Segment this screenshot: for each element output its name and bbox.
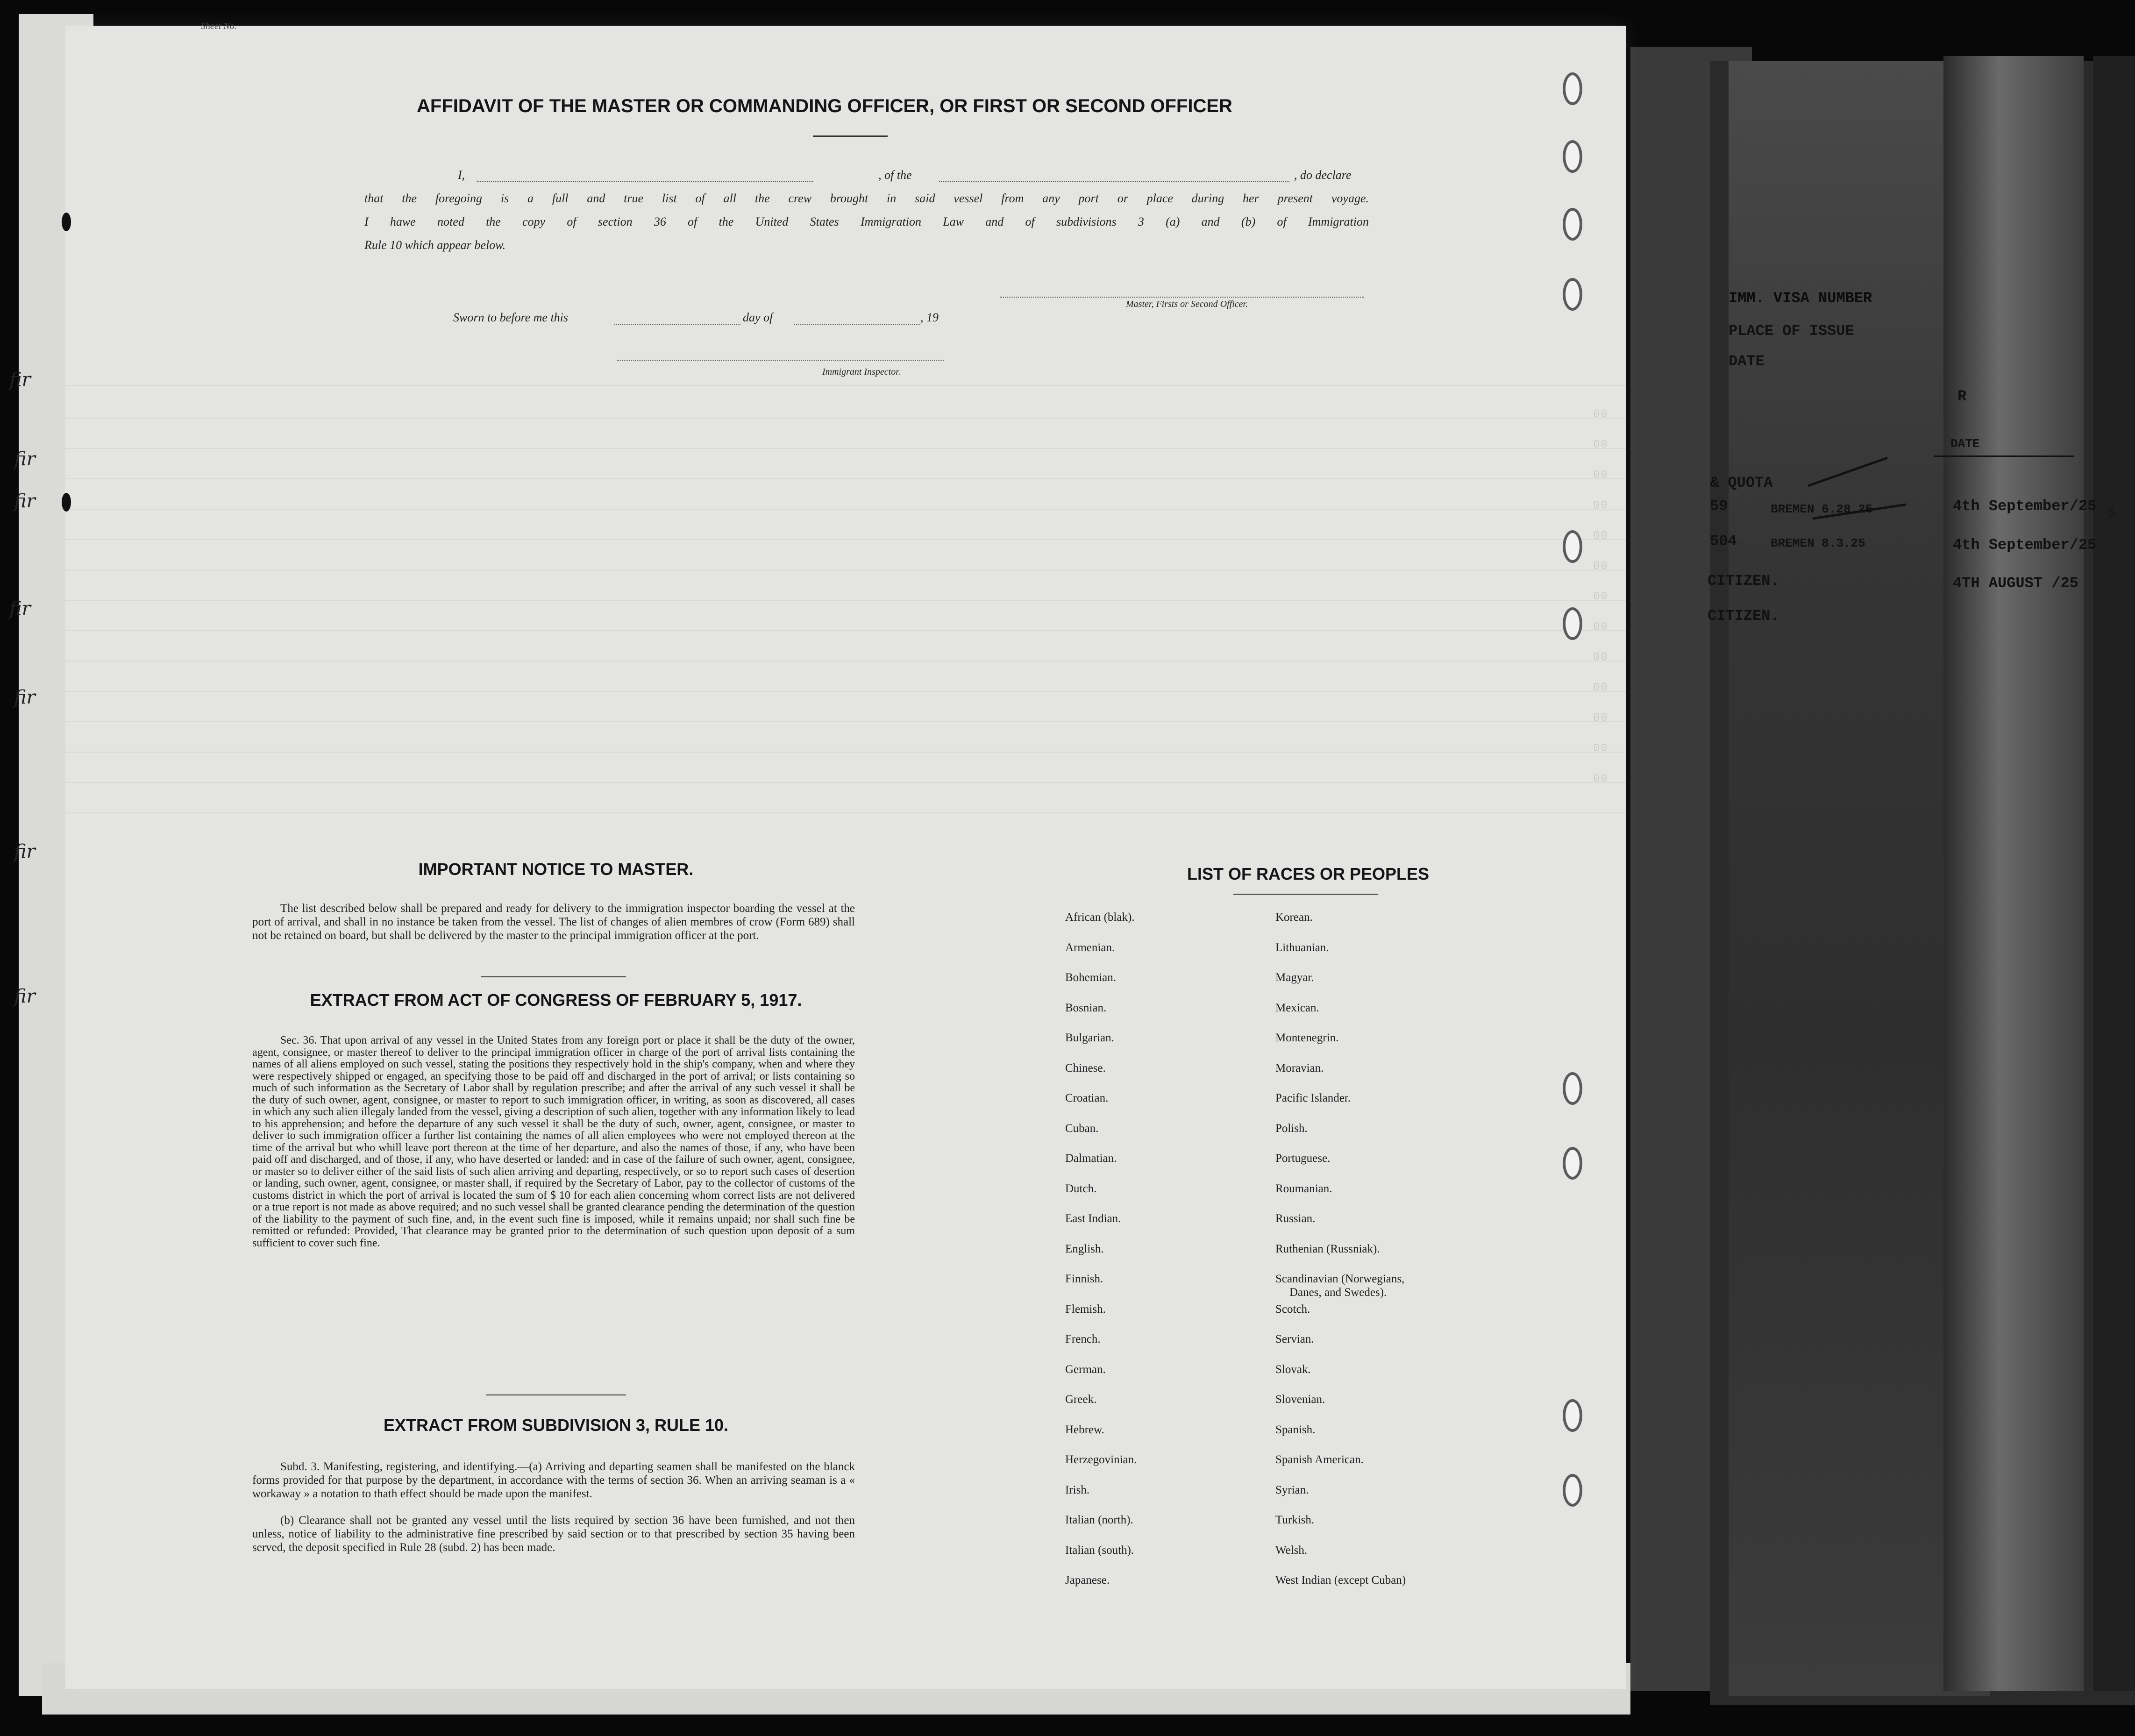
margin-note: fir [14,491,36,512]
typed-citizen: CITIZEN. [1708,607,1779,625]
typed-citizen: CITIZEN. [1708,572,1779,590]
declare-i: I, [458,168,465,182]
rule-text-a: Subd. 3. Manifesting, registering, and identifying.—(a) Arriving and departing seamen shall be manifested on the blanck forms provided for that purpose by the department, in accordance with the terms of section 36. When an arriving seaman is a « workaway » a notation to thath effect should be made upon the manifest. [252,1460,855,1500]
race-item: Japanese. [1065,1574,1110,1587]
typed-row2-place: BREMEN 8.3.25 [1771,536,1865,550]
typed-edge-digit: 5 [2107,505,2116,522]
form-sheet [65,21,1626,1689]
folded-flap [1943,56,2084,1691]
act-title: EXTRACT FROM ACT OF CONGRESS OF FEBRUARY 5, 1917. [310,990,802,1010]
race-item: Lithuanian. [1275,941,1329,954]
race-item: Dalmatian. [1065,1152,1117,1165]
typed-row2-date: 4th September/25 [1953,536,2097,554]
race-item: Polish. [1275,1122,1308,1135]
race-item: Slovak. [1275,1363,1311,1376]
typed-visa-number: IMM. VISA NUMBER [1729,290,1872,307]
race-item: Syrian. [1275,1483,1309,1496]
punch-hole [1563,278,1582,311]
race-item: Korean. [1275,911,1313,924]
pen-marks [1757,448,1943,542]
race-item: Spanish. [1275,1423,1316,1436]
race-item: Bulgarian. [1065,1032,1114,1044]
sworn-year: , 19 [920,311,939,324]
race-item: Armenian. [1065,941,1115,954]
race-item: Turkish. [1275,1514,1315,1526]
race-item: Irish. [1065,1483,1090,1496]
punch-hole [1563,208,1582,241]
notice-title: IMPORTANT NOTICE TO MASTER. [418,860,694,879]
affidavit-title: AFFIDAVIT OF THE MASTER OR COMMANDING OFFICER, OR FIRST OR SECOND OFFICER [417,96,1232,116]
margin-note: fir [9,598,31,619]
punch-hole [62,213,71,231]
declare-line-4: Rule 10 which appear below. [364,238,506,252]
bleed-through-ruling [65,26,1626,1689]
race-item: Croatian. [1065,1092,1109,1104]
race-item: Greek. [1065,1393,1097,1406]
inspector-signature-line [617,360,944,361]
master-signature-caption: Master, Firsts or Second Officer. [1126,299,1248,309]
section-rule [486,1394,626,1395]
name-blank [477,181,813,182]
race-item: Scandinavian (Norwegians, [1275,1273,1405,1285]
race-item: African (blak). [1065,911,1135,924]
rule-title: EXTRACT FROM SUBDIVISION 3, RULE 10. [383,1416,729,1435]
punch-hole [1563,1072,1582,1105]
race-item: Montenegrin. [1275,1032,1339,1044]
typed-date-column: DATE [1950,437,1980,451]
act-text: Sec. 36. That upon arrival of any vessel in the United States from any foreign port or place it shall be the duty of the owner, agent, consignee, or master thereof to deliver to the principal immigration officer in charge of the port of arrival lists containing the names of all aliens employed on such vessel, stating the positions they respectively hold in the ship's company, when and where they were respectively shipped or engaged, an specifying those to be paid off and discharged in the port of arrival; or lists containing so much of such information as the Secretary of Labor shall by regulation prescribe; and after the arrival of any such vessel it shall be the duty of such owner, agent, consignee, or master to report to such immigration officer, in writing, as soon as discovered, all cases in which any such alien illegaly landed from the vessel, giving a description of such alien, together with any information likely to lead to his apprehension; and before the departure of any such vessel it shall be the duty of such, owner, agent, consignee, or master to deliver to such immigration officer a further list containing the names of all alien employees who were not employed thereon at the time of the arrival but who whill leave port thereon at the time of her departure, and also the names of those, if any, who have been paid off and discharged, and of those, if any, who have deserted or landed: and in case of the failure of such owner, agent, consignee, or master so to deliver either of the said lists of such alien arriving and departing, respectively, or so to report such cases of desertion or landing, such owner, agent, consignee, or master shall, if required by the Secretary of Labor, pay to the collector of customs of the customs district in which the port of arrival is located the sum of $ 10 for each alien concerning whom correct lists are not delivered or a true report is not made as above required; and no such vessel shall be granted clearance pending the determination of the question of the liability to the payment of such fine, and, in the event such fine is imposed, while it remains unpaid; nor shall such fine be remitted or refunded: Provided, That clearance may be granted prior to the determination of such question upon deposit of a sum sufficient to cover such fine. [252,1034,855,1249]
punch-hole [1563,1399,1582,1432]
sworn-day-blank [614,324,740,325]
notice-text: The list described below shall be prepared and ready for delivery to the immigration inspector boarding the vessel at the port of arrival, and shall in no instance be taken from the vessel. The list of changes of alien membres of crow (Form 689) shall not be retained on board, but shall be delivered by the master to the principal immigration officer at the port. [252,902,855,942]
sworn-month-blank [794,324,920,325]
race-item: French. [1065,1333,1101,1345]
declare-line-2: that the foregoing is a full and true list of all the crew brought in said vessel from any port or place during her present voyage. [364,192,1369,205]
sheet-note: Sheet No. [201,21,237,31]
typed-row1-number: 59 [1710,498,1728,515]
race-item: Bohemian. [1065,971,1117,984]
race-item: Bosnian. [1065,1001,1107,1014]
typed-row1-place: BREMEN 6.28.25 [1771,502,1873,516]
race-item-continuation: Danes, and Swedes). [1289,1286,1387,1299]
typed-august-date: 4TH AUGUST /25 [1953,575,2078,592]
margin-note: fir [9,369,31,391]
typed-row2-number: 504 [1710,533,1737,550]
race-item: Ruthenian (Russniak). [1275,1242,1380,1255]
race-item: Slovenian. [1275,1393,1325,1406]
punch-hole [1563,607,1582,640]
punch-hole [1563,72,1582,105]
race-item: Servian. [1275,1333,1314,1345]
race-item: East Indian. [1065,1212,1121,1225]
race-item: Pacific Islander. [1275,1092,1351,1104]
race-item: Herzegovinian. [1065,1453,1137,1466]
race-item: Italian (north). [1065,1514,1133,1526]
race-item: Chinese. [1065,1061,1106,1074]
race-item: Flemish. [1065,1302,1106,1316]
punch-hole [1563,1474,1582,1507]
outer-edge [2093,56,2135,1691]
races-rule [1233,894,1378,895]
typed-date-header: DATE [1729,353,1765,370]
section-rule [481,976,626,977]
typed-row1-date: 4th September/25 [1953,498,2097,515]
race-item: Italian (south). [1065,1544,1134,1557]
race-item: Scotch. [1275,1302,1310,1316]
title-rule [813,135,888,137]
declare-of: , of the [878,168,912,182]
race-item: Portuguese. [1275,1152,1331,1165]
race-item: English. [1065,1242,1104,1255]
typed-place-of-issue: PLACE OF ISSUE [1729,322,1854,340]
race-item: Hebrew. [1065,1423,1104,1436]
punch-hole [1563,1147,1582,1180]
margin-note: fir [14,986,36,1007]
race-item: Moravian. [1275,1061,1324,1074]
declare-line-3: I hawe noted the copy of section 36 of the United States Immigration Law and of subdivisions 3 (a) and (b) of Immigration [364,215,1369,228]
punch-hole [62,493,71,512]
inspector-caption: Immigrant Inspector. [822,367,901,377]
bleed-through-text: 00 00 00 00 00 00 00 00 00 00 00 00 00 [1593,408,1608,785]
race-item: Roumanian. [1275,1182,1332,1195]
vessel-blank [939,181,1289,182]
sworn-day-of: day of [743,311,773,324]
race-item: Cuban. [1065,1122,1099,1135]
typed-quota: & QUOTA [1710,474,1773,491]
races-title: LIST OF RACES OR PEOPLES [1187,864,1430,883]
race-item: Dutch. [1065,1182,1097,1195]
punch-hole [1563,140,1582,173]
margin-note: fir [14,841,36,862]
declare-tail: , do declare [1294,168,1352,182]
margin-note: fir [14,448,36,470]
race-item: West Indian (except Cuban) [1275,1574,1406,1587]
race-item: Welsh. [1275,1544,1308,1557]
margin-note: fir [14,687,36,708]
race-item: Mexican. [1275,1001,1319,1014]
master-signature-line [1000,297,1364,298]
sworn-text: Sworn to before me this [453,311,569,324]
race-item: Spanish American. [1275,1453,1364,1466]
race-item: German. [1065,1363,1106,1376]
race-item: Magyar. [1275,971,1314,984]
typed-rule [1934,455,2074,457]
race-item: Russian. [1275,1212,1316,1225]
punch-hole [1563,530,1582,563]
race-item: Finnish. [1065,1273,1103,1285]
rule-text-b: (b) Clearance shall not be granted any vessel until the lists required by section 36 have been furnished, and not then unless, notice of liability to the administrative fine prescribed by said section or to that prescribed by section 35 having been served, the deposit specified in Rule 28 (subd. 2) has been made. [252,1514,855,1554]
typed-r-letter: R [1957,388,1967,405]
